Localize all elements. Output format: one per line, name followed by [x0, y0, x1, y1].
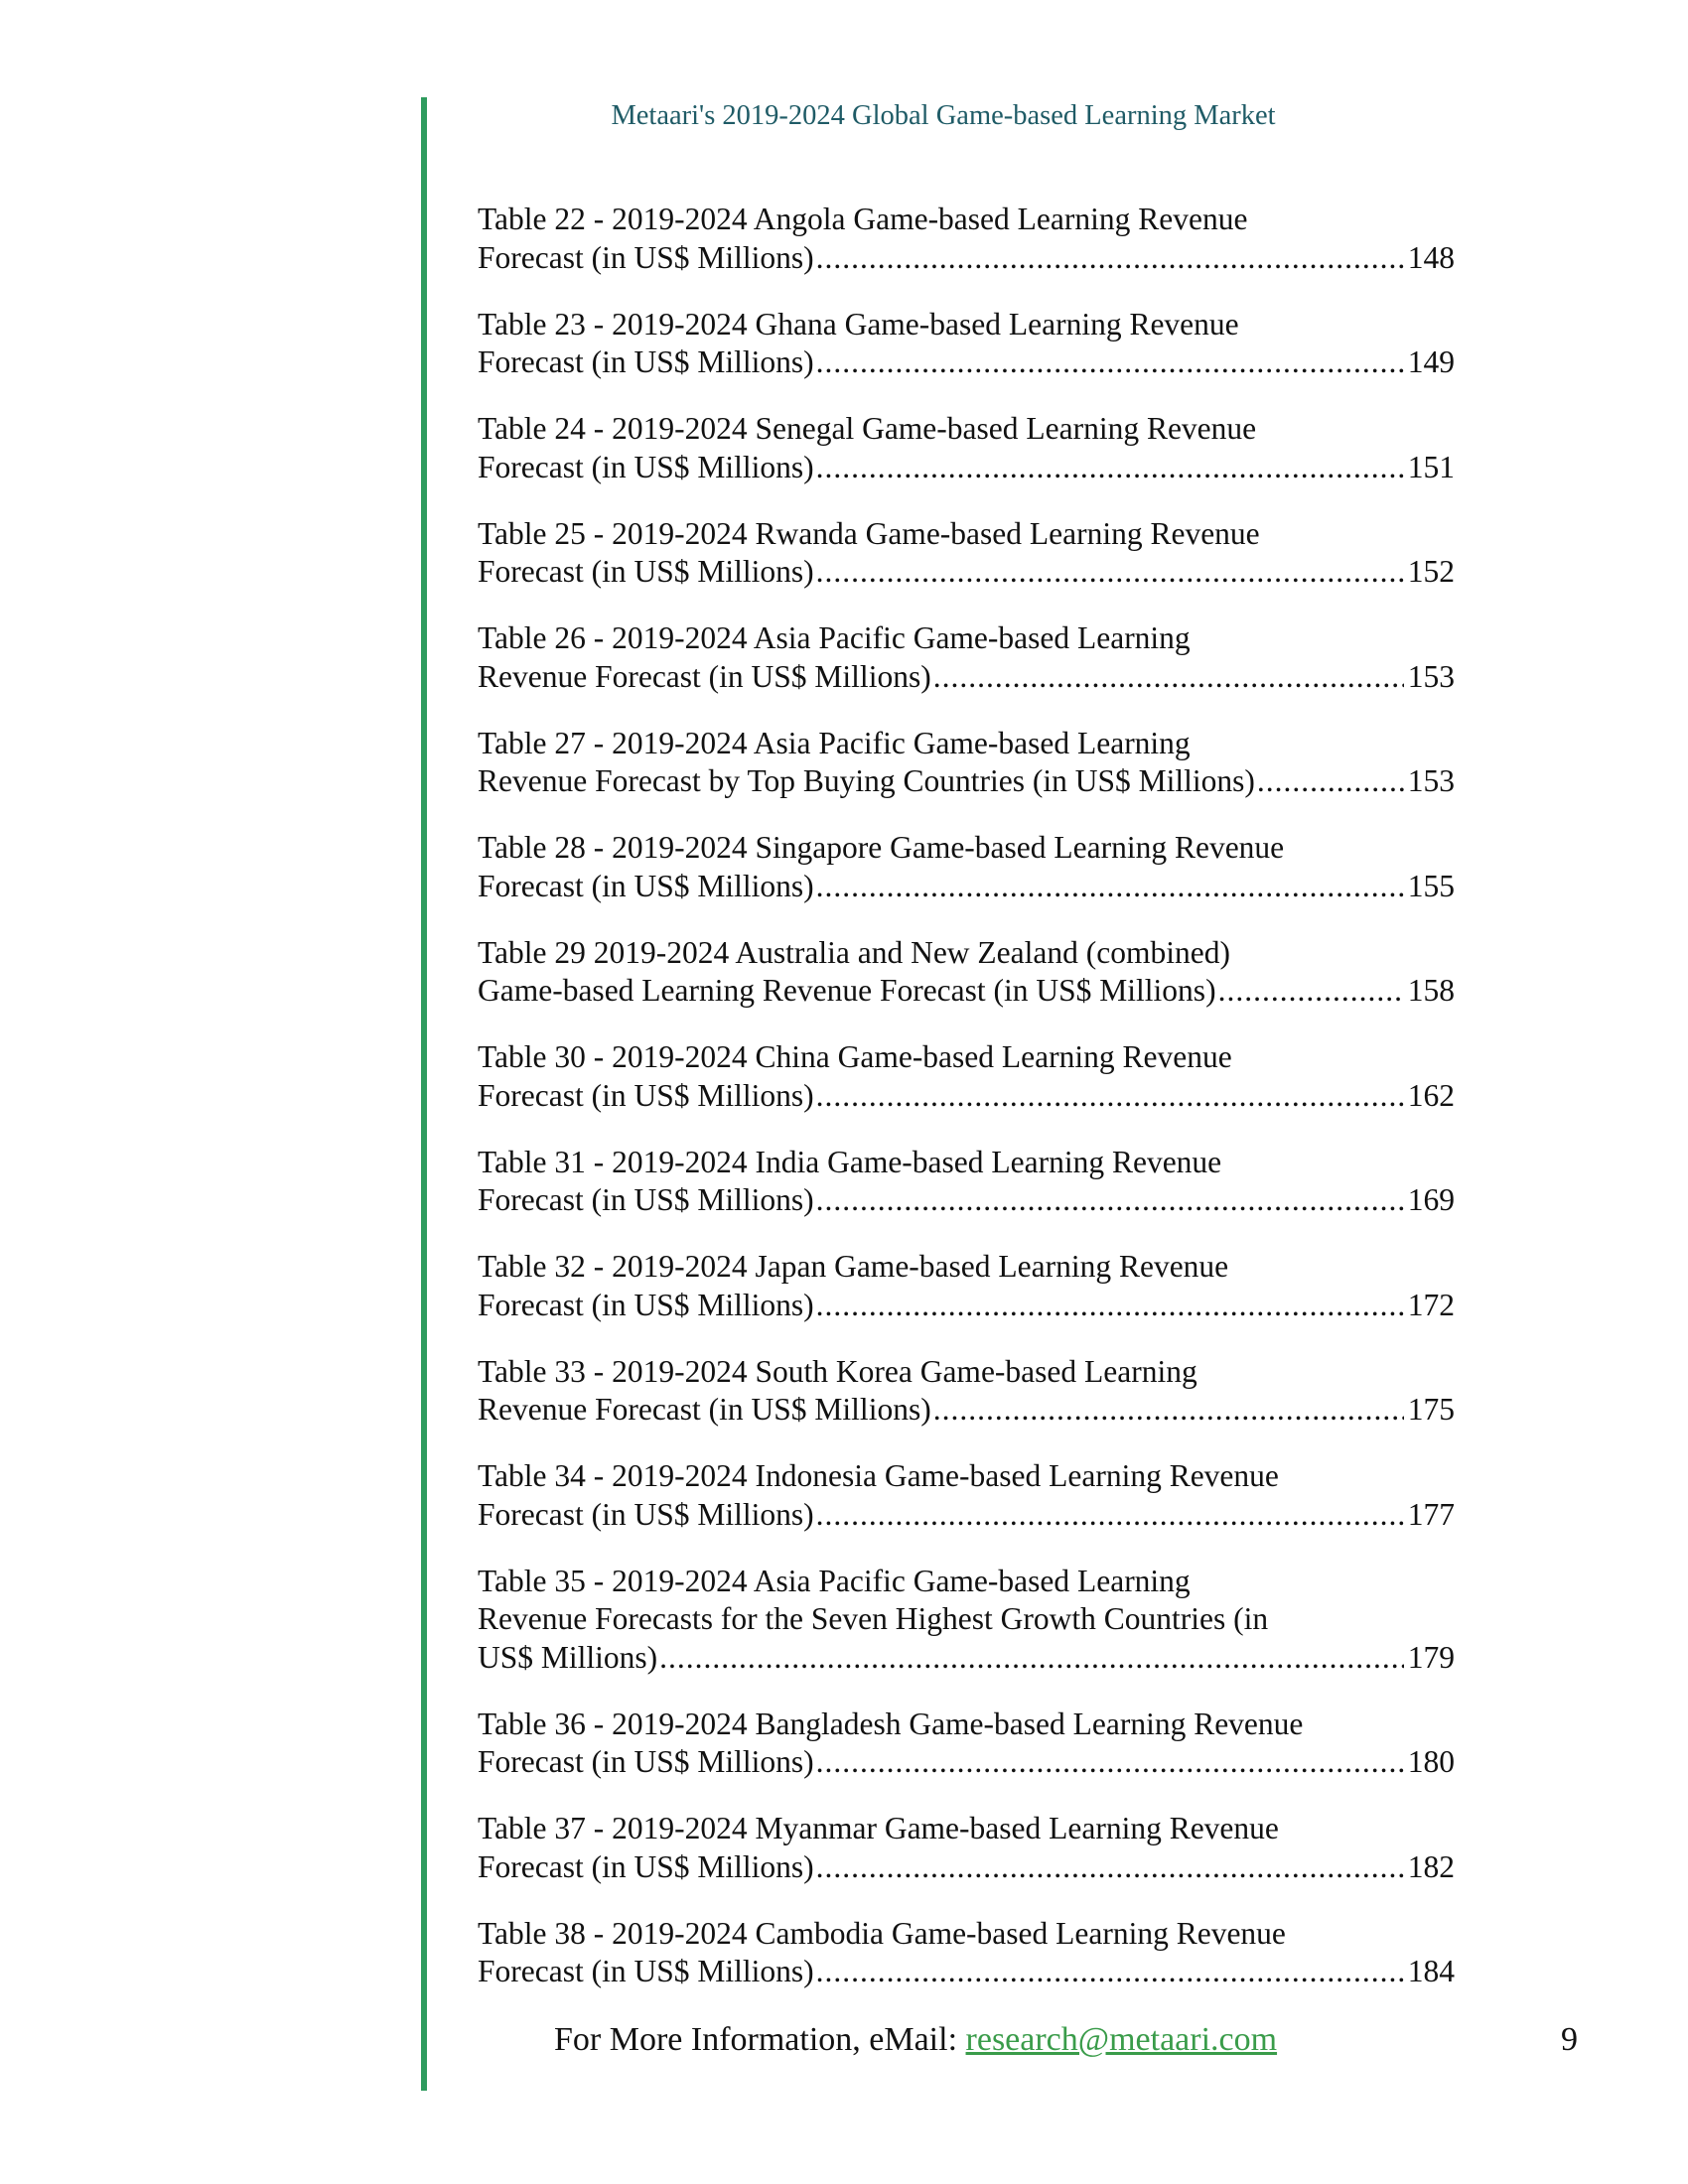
dot-leader	[933, 658, 1404, 697]
toc-entry-last-line	[478, 1391, 1455, 1430]
toc-entry-text: Forecast (in US$ Millions)	[478, 1287, 814, 1322]
dot-leader	[933, 1391, 1404, 1430]
toc-page-number: 175	[1407, 1392, 1455, 1427]
dot-leader	[816, 553, 1404, 592]
toc-entry-text: Revenue Forecast (in US$ Millions)	[478, 658, 931, 694]
toc-entry-text: Table 38 - 2019-2024 Cambodia Game-based Learning Revenue	[478, 1915, 1286, 1951]
toc-page-number: 172	[1407, 1287, 1455, 1322]
toc-entry-text: Table 22 - 2019-2024 Angola Game-based Learning Revenue	[478, 202, 1248, 236]
toc-entry-last-line	[478, 1077, 1455, 1116]
toc-page-number: 153	[1407, 763, 1455, 798]
table-of-contents	[478, 201, 1455, 2019]
dot-leader	[816, 239, 1404, 278]
page-number: 9	[1561, 2021, 1578, 2058]
email-link[interactable]: research@metaari.com	[965, 2021, 1278, 2058]
toc-entry[interactable]	[478, 934, 1455, 1011]
toc-page-number: 177	[1407, 1496, 1455, 1532]
toc-entry[interactable]	[478, 1563, 1455, 1678]
toc-entry[interactable]	[478, 725, 1455, 801]
toc-entry-last-line	[478, 449, 1455, 487]
toc-page-number: 169	[1407, 1182, 1455, 1217]
dot-leader	[816, 1743, 1404, 1782]
toc-entry-text: Forecast (in US$ Millions)	[478, 344, 814, 379]
toc-page-number: 182	[1407, 1848, 1455, 1884]
dot-leader	[816, 868, 1404, 906]
toc-entry-last-line	[478, 972, 1455, 1011]
toc-page-number: 162	[1407, 1077, 1455, 1113]
toc-entry-text: Forecast (in US$ Millions)	[478, 1182, 814, 1217]
toc-entry[interactable]	[478, 829, 1455, 905]
toc-entry-text: Forecast (in US$ Millions)	[478, 868, 814, 903]
toc-page-number: 179	[1407, 1639, 1455, 1675]
margin-rule	[421, 97, 427, 2091]
toc-entry-text: Table 35 - 2019-2024 Asia Pacific Game-based Learning	[478, 1563, 1191, 1598]
toc-entry-text: Revenue Forecast (in US$ Millions)	[478, 1392, 931, 1427]
toc-page-number: 149	[1407, 344, 1455, 379]
toc-page-number: 155	[1407, 868, 1455, 903]
dot-leader	[659, 1639, 1404, 1678]
toc-entry-text: Table 25 - 2019-2024 Rwanda Game-based Learning Revenue	[478, 515, 1260, 551]
toc-entry-text: US$ Millions)	[478, 1639, 658, 1675]
toc-entry-text: Forecast (in US$ Millions)	[478, 1744, 814, 1779]
dot-leader	[1257, 762, 1404, 801]
toc-entry-last-line	[478, 658, 1455, 697]
toc-entry[interactable]	[478, 306, 1455, 382]
toc-entry[interactable]	[478, 1144, 1455, 1220]
dot-leader	[816, 1496, 1404, 1535]
toc-entry[interactable]	[478, 1810, 1455, 1886]
toc-entry-text: Table 36 - 2019-2024 Bangladesh Game-based Learning Revenue	[478, 1706, 1304, 1741]
dot-leader	[816, 1181, 1404, 1220]
dot-leader	[816, 1077, 1404, 1116]
toc-entry-text: Forecast (in US$ Millions)	[478, 1848, 814, 1884]
toc-entry-last-line	[478, 1287, 1455, 1325]
toc-entry-text: Table 28 - 2019-2024 Singapore Game-based Learning Revenue	[478, 830, 1285, 865]
toc-page-number: 184	[1407, 1954, 1455, 1988]
toc-entry-text: Table 34 - 2019-2024 Indonesia Game-based Learning Revenue	[478, 1458, 1279, 1493]
toc-entry-text: Revenue Forecast by Top Buying Countries (in US$ Millions)	[478, 763, 1255, 798]
toc-entry-last-line	[478, 239, 1455, 278]
toc-entry-last-line	[478, 1496, 1455, 1535]
toc-entry-text: Forecast (in US$ Millions)	[478, 1954, 814, 1988]
dot-leader	[816, 343, 1404, 382]
toc-entry[interactable]	[478, 1353, 1455, 1430]
toc-entry[interactable]	[478, 1038, 1455, 1115]
toc-page-number: 151	[1407, 449, 1455, 484]
toc-entry-text: Forecast (in US$ Millions)	[478, 449, 814, 484]
dot-leader	[816, 1287, 1404, 1325]
toc-entry-text: Table 23 - 2019-2024 Ghana Game-based Learning Revenue	[478, 306, 1239, 341]
dot-leader	[816, 1848, 1404, 1887]
toc-entry-last-line	[478, 1639, 1455, 1678]
dot-leader	[1218, 972, 1404, 1011]
toc-entry[interactable]	[478, 1248, 1455, 1324]
toc-entry-last-line	[478, 1848, 1455, 1887]
toc-entry-text: Table 26 - 2019-2024 Asia Pacific Game-based Learning	[478, 620, 1191, 655]
toc-entry[interactable]	[478, 1915, 1455, 1991]
toc-entry-last-line	[478, 1953, 1455, 1991]
toc-entry-text: Table 29 2019-2024 Australia and New Zealand (combined)	[478, 934, 1230, 970]
toc-page-number: 152	[1407, 554, 1455, 589]
toc-entry[interactable]	[478, 1706, 1455, 1782]
toc-entry-text: Forecast (in US$ Millions)	[478, 554, 814, 589]
toc-entry-text: Forecast (in US$ Millions)	[478, 1496, 814, 1532]
footer-prefix: For More Information, eMail:	[554, 2021, 966, 2058]
toc-entry[interactable]	[478, 1457, 1455, 1534]
toc-entry[interactable]	[478, 201, 1455, 277]
toc-entry[interactable]	[478, 515, 1455, 592]
toc-entry-text: Table 33 - 2019-2024 South Korea Game-based Learning	[478, 1353, 1197, 1389]
toc-page-number: 153	[1407, 658, 1455, 694]
toc-page-number: 158	[1407, 973, 1455, 1008]
toc-entry-last-line	[478, 868, 1455, 906]
toc-entry-text: Table 32 - 2019-2024 Japan Game-based Learning Revenue	[478, 1249, 1229, 1284]
toc-entry[interactable]	[478, 619, 1455, 696]
toc-entry-last-line	[478, 553, 1455, 592]
toc-entry-text: Table 31 - 2019-2024 India Game-based Learning Revenue	[478, 1144, 1222, 1179]
toc-entry-text: Table 30 - 2019-2024 China Game-based Learning Revenue	[478, 1039, 1232, 1074]
running-header: Metaari's 2019-2024 Global Game-based Learning Market	[611, 100, 1276, 131]
toc-entry-text: Table 24 - 2019-2024 Senegal Game-based Learning Revenue	[478, 411, 1257, 446]
toc-page-number: 148	[1407, 239, 1455, 275]
toc-entry-text: Game-based Learning Revenue Forecast (in US$ Millions)	[478, 973, 1216, 1008]
toc-entry-last-line	[478, 1743, 1455, 1782]
toc-entry-text: Table 37 - 2019-2024 Myanmar Game-based Learning Revenue	[478, 1811, 1279, 1845]
toc-entry-text: Revenue Forecasts for the Seven Highest Growth Countries (in	[478, 1601, 1269, 1636]
dot-leader	[816, 1953, 1404, 1991]
toc-page-number: 180	[1407, 1744, 1455, 1779]
toc-entry-text: Forecast (in US$ Millions)	[478, 239, 814, 275]
toc-entry[interactable]	[478, 410, 1455, 486]
toc-entry-last-line	[478, 343, 1455, 382]
footer-contact	[554, 2020, 1277, 2060]
toc-entry-last-line	[478, 1181, 1455, 1220]
dot-leader	[816, 449, 1404, 487]
toc-entry-last-line	[478, 762, 1455, 801]
toc-entry-text: Table 27 - 2019-2024 Asia Pacific Game-based Learning	[478, 725, 1191, 760]
toc-entry-text: Forecast (in US$ Millions)	[478, 1077, 814, 1113]
